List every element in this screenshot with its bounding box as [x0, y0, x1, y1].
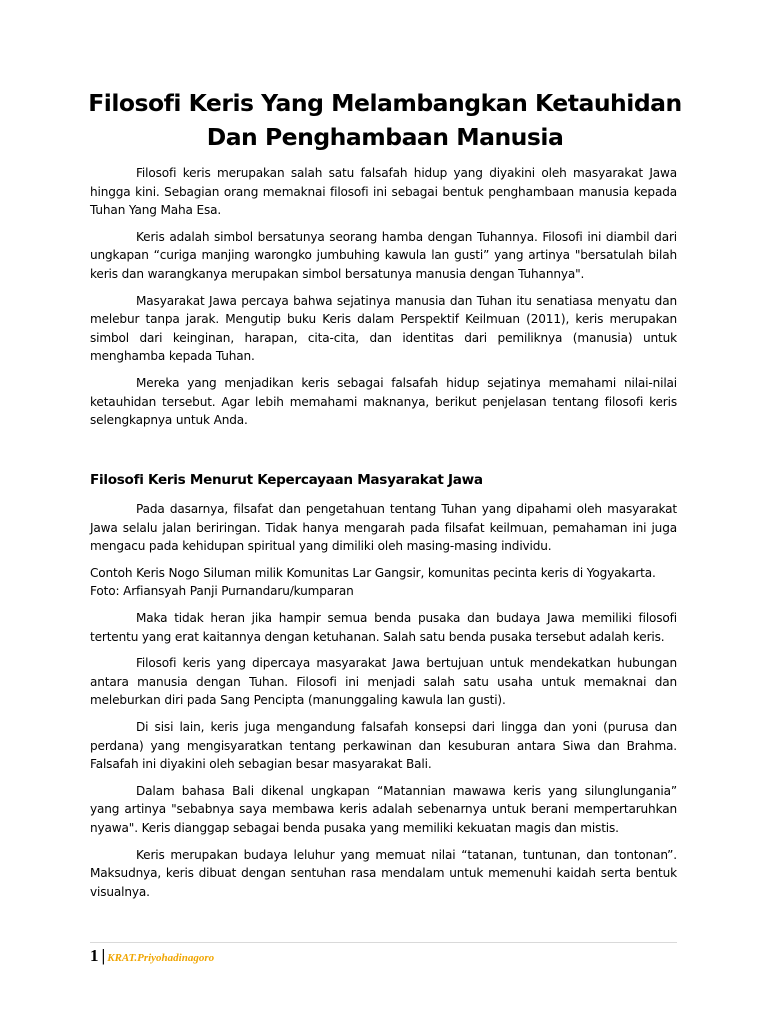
section-paragraph-1: Pada dasarnya, filsafat dan pengetahuan tentang Tuhan yang dipahami oleh masyarakat Jawa selalu jalan beriringan. Tidak hanya mengarah pada filsafat keilmuan, pemahaman ini juga mengacu pada kehidupan spiritual yang dimiliki oleh masing-masing individu.: [90, 502, 677, 554]
section-paragraph-6: Keris merupakan budaya leluhur yang memuat nilai “tatanan, tuntunan, dan tontonan”. Maksudnya, keris dibuat dengan sentuhan rasa mendalam untuk memenuhi kaidah serta bentuk visualnya.: [90, 847, 677, 899]
section-paragraph-2: Maka tidak heran jika hampir semua benda pusaka dan budaya Jawa memiliki filosofi tertentu yang erat kaitannya dengan ketuhanan. Salah satu benda pusaka tersebut adalah keris.: [90, 610, 677, 644]
section-paragraph-3: Filosofi keris yang dipercaya masyarakat Jawa bertujuan untuk mendekatkan hubungan antara manusia dengan Tuhan. Filosofi ini menjadi salah satu usaha untuk memaknai dan meleburkan diri pada Sang Pencipta (manunggaling kawula lan gusti).: [90, 656, 677, 708]
title-line-2: Dan Penghambaan Manusia: [206, 123, 564, 151]
intro-paragraph-4: Mereka yang menjadikan keris sebagai falsafah hidup sejatinya memahami nilai-nilai ketauhidan tersebut. Agar lebih memahami maknanya, berikut penjelasan tentang filosofi keris selengkapnya untuk Anda.: [90, 375, 677, 428]
footer-author: KRAT.Priyohadinagoro: [107, 952, 215, 964]
photo-caption: Contoh Keris Nogo Siluman milik Komunitas Lar Gangsir, komunitas pecinta keris di Yogyakarta. Foto: Arfiansyah Panji Purnandaru/kumparan: [90, 565, 656, 599]
intro-section: [90, 164, 677, 438]
section-heading: Filosofi Keris Menurut Kepercayaan Masyarakat Jawa: [90, 472, 483, 488]
document-title: [60, 86, 710, 154]
intro-paragraph-3: Masyarakat Jawa percaya bahwa sejatinya manusia dan Tuhan itu senatiasa menyatu dan melebur tanpa jarak. Mengutip buku Keris dalam Perspektif Keilmuan (2011), keris merupakan simbol dari keinginan, harapan, cita-cita, dan identitas dari pemiliknya (manusia) untuk menghamba kepada Tuhan.: [90, 293, 677, 364]
intro-paragraph-1: Filosofi keris merupakan salah satu falsafah hidup yang diyakini oleh masyarakat Jawa hingga kini. Sebagian orang memaknai filosofi ini sebagai bentuk penghambaan manusia kepada Tuhan Yang Maha Esa.: [90, 166, 677, 218]
page-number: 1: [90, 946, 99, 965]
title-line-1: Filosofi Keris Yang Melambangkan Ketauhidan: [88, 89, 682, 117]
footer-separator: |: [101, 946, 106, 965]
section-paragraph-4: Di sisi lain, keris juga mengandung falsafah konsepsi dari lingga dan yoni (purusa dan perdana) yang mengisyaratkan tentang perkawinan dan kesuburan antara Siwa dan Brahma. Falsafah ini diyakini oleh sebagian besar masyarakat Bali.: [90, 719, 677, 772]
page-footer: [90, 946, 214, 966]
footer-divider: [90, 942, 677, 943]
section-javanese-belief: [90, 470, 677, 909]
section-paragraph-5: Dalam bahasa Bali dikenal ungkapan “Matannian mawawa keris yang silunglungania” yang artinya "sebabnya saya membawa keris adalah sebenarnya untuk berani mempertaruhkan nyawa". Keris dianggap sebagai benda pusaka yang memiliki kekuatan magis dan mistis.: [90, 783, 677, 835]
intro-paragraph-2: Keris adalah simbol bersatunya seorang hamba dengan Tuhannya. Filosofi ini diambil dari ungkapan “curiga manjing warongko jumbuhing kawula lan gusti” yang artinya "bersatulah bilah keris dan warangkanya merupakan simbol bersatunya manusia dengan Tuhannya".: [90, 229, 677, 281]
